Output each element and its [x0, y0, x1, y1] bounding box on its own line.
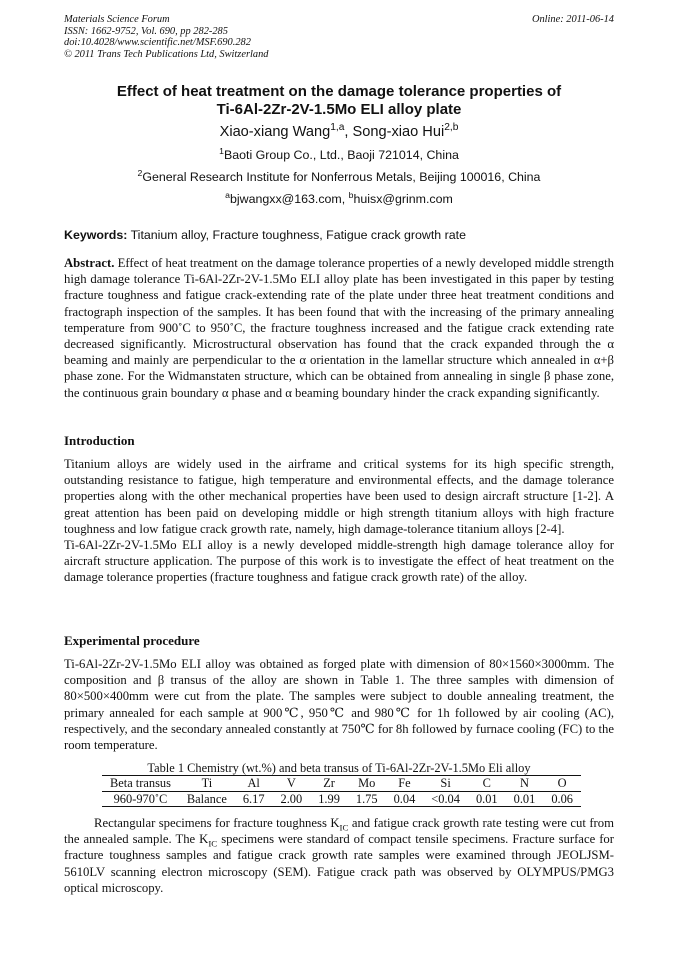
issn-line: ISSN: 1662-9752, Vol. 690, pp 282-285 — [64, 25, 228, 37]
abstract-label: Abstract. — [64, 256, 115, 270]
experimental-heading: Experimental procedure — [64, 633, 200, 648]
exp-p2-part-a: Rectangular specimens for fracture toughness K — [94, 816, 340, 830]
introduction-paragraph-2: Ti-6Al-2Zr-2V-1.5Mo ELI alloy is a newly developed middle-strength high damage tolerance alloy for aircraft structure application. The purpose of this work is to investigate the effect of heat treatment on the damage tolerance properties (fracture toughness and fatigue crack growth rate) of the alloy. — [64, 538, 614, 585]
table-cell: 0.01 — [475, 791, 498, 806]
table-row — [102, 791, 581, 807]
affiliation-2 — [64, 167, 614, 185]
author-separator: , — [344, 124, 353, 140]
kic-subscript-2: IC — [208, 838, 218, 849]
affiliation-2-sup: 2 — [137, 167, 143, 178]
kic-subscript-1: IC — [339, 822, 349, 833]
table-cell: 1.75 — [355, 791, 378, 806]
affiliation-2-text: General Research Institute for Nonferrous Metals, Beijing 100016, China — [142, 170, 541, 184]
table-cell: <0.04 — [431, 791, 460, 806]
table-cell: 960-970˚C — [113, 791, 168, 806]
abstract-text: Effect of heat treatment on the damage tolerance properties of a newly developed middle strength high damage tolerance Ti-6Al-2Zr-2V-1.5Mo ELI alloy plate has been investigated in this paper by testing fracture toughness and fatigue crack-extending rate of the plate under three heat treatment conditions and fractograph inspection of the samples. It has been found that with the increasing of the primary annealing temperature from 900˚C to 950˚C, the fracture toughness increased and the fatigue crack extending rate decreased significantly. Microstructural observation has found that the crack expanded through the α beaming and mainly are perpendicular to the α orientation in the lamellar structure which annealed in α+β phase zone. For the Widmanstaten structure, which can be obtained from annealing in single β phase zone, the continuous grain boundary α phase and α beaming boundary hinder the crack expanding significantly. — [64, 256, 614, 400]
email-line — [64, 189, 614, 207]
table-header-cell: Zr — [323, 776, 335, 790]
table-cell: 0.04 — [393, 791, 416, 806]
keywords — [64, 228, 614, 243]
abstract — [64, 255, 614, 401]
table-cell: 0.06 — [551, 791, 573, 806]
table-header-cell: C — [482, 776, 491, 790]
introduction-heading: Introduction — [64, 433, 135, 448]
author-2-sup: 2,b — [444, 122, 459, 134]
table-header-cell: O — [557, 776, 567, 790]
table-header-cell: Fe — [398, 776, 411, 790]
keywords-text: Titanium alloy, Fracture toughness, Fatigue crack growth rate — [127, 228, 466, 242]
email-a-sup: a — [225, 189, 230, 200]
introduction-body — [64, 456, 614, 586]
affiliation-1-sup: 1 — [219, 145, 224, 156]
table-cell: 6.17 — [242, 791, 265, 806]
introduction-paragraph-1: Titanium alloys are widely used in the airframe and critical systems for its high specific strength, outstanding resistance to fatigue, high temperature and environmental effects, and the damage tolerance properties along with the other mechanical properties have been used to design aircraft structure [1-2]. A great attention has been paid on developing middle or high strength titanium alloys with high fracture toughness and low fatigue crack growth rate, namely, high damage-tolerance titanium alloys [2-4]. — [64, 457, 614, 536]
copyright-line: © 2011 Trans Tech Publications Ltd, Switzerland — [64, 48, 269, 60]
table-cell: 1.99 — [318, 791, 340, 806]
journal-header — [64, 14, 614, 60]
email-b: huisx@grinm.com — [353, 192, 453, 206]
table-cell: 0.01 — [513, 791, 536, 806]
table-header-cell: N — [519, 776, 529, 790]
email-b-sup: b — [348, 189, 354, 200]
exp-p2-part-c: specimens were standard of compact tensile specimens. Fracture surface for fracture toughness samples and fatigue crack growth rate samples were examined through JEOLJSM-5610LV scanning electron microscopy (SEM). Fatigue crack path was observed by OLYMPUS/PMG3 optical microscopy. — [64, 832, 614, 895]
paper-title — [64, 83, 614, 119]
table-1-caption: Table 1 Chemistry (wt.%) and beta transus of Ti-6Al-2Zr-2V-1.5Mo Eli alloy — [147, 761, 531, 775]
affiliation-1 — [64, 145, 614, 163]
experimental-paragraph-1: Ti-6Al-2Zr-2V-1.5Mo ELI alloy was obtained as forged plate with dimension of 80×1560×3000mm. The composition and β transus of the alloy are shown in Table 1. The three samples with dimension of 80×500×400mm were cut from the plate. The samples were subject to double annealing treatment, the primary annealed for each sample at 900℃, 950℃ and 980℃ for 1h followed by air cooling (AC), respectively, and the secondary annealed constantly at 750℃ for 8h followed by furnace cooling (FC) to the room temperature. — [64, 657, 614, 753]
online-date: Online: 2011-06-14 — [531, 14, 614, 25]
experimental-paragraph-2 — [64, 815, 614, 896]
table-cell: 2.00 — [280, 791, 303, 806]
exp-p2-part-b: and fatigue crack growth rate testing were cut from the annealed sample. The K — [64, 816, 614, 847]
author-2-name: Song-xiao Hui — [352, 124, 445, 140]
table-1 — [102, 775, 581, 807]
affiliation-1-text: Baoti Group Co., Ltd., Baoji 721014, China — [223, 148, 459, 162]
author-1-name: Xiao-xiang Wang — [219, 124, 331, 140]
title-line-2: Ti-6Al-2Zr-2V-1.5Mo ELI alloy plate — [216, 101, 462, 118]
journal-name: Materials Science Forum — [64, 14, 170, 25]
table-header-cell: Mo — [358, 776, 376, 790]
table-header-cell: Al — [247, 776, 260, 790]
author-line — [64, 123, 614, 141]
table-header-cell: Beta transus — [110, 776, 171, 790]
table-header-cell: Si — [440, 776, 451, 790]
keywords-label: Keywords: — [64, 228, 128, 242]
title-line-1: Effect of heat treatment on the damage tolerance properties of — [116, 83, 562, 100]
table-header-cell: Ti — [201, 776, 213, 790]
doi-line: doi:10.4028/www.scientific.net/MSF.690.282 — [64, 37, 251, 49]
author-1-sup: 1,a — [330, 122, 345, 134]
table-header-cell: V — [286, 776, 296, 790]
table-cell: Balance — [186, 791, 227, 806]
email-a: bjwangxx@163.com, — [230, 192, 349, 206]
table-header-row — [102, 776, 581, 792]
